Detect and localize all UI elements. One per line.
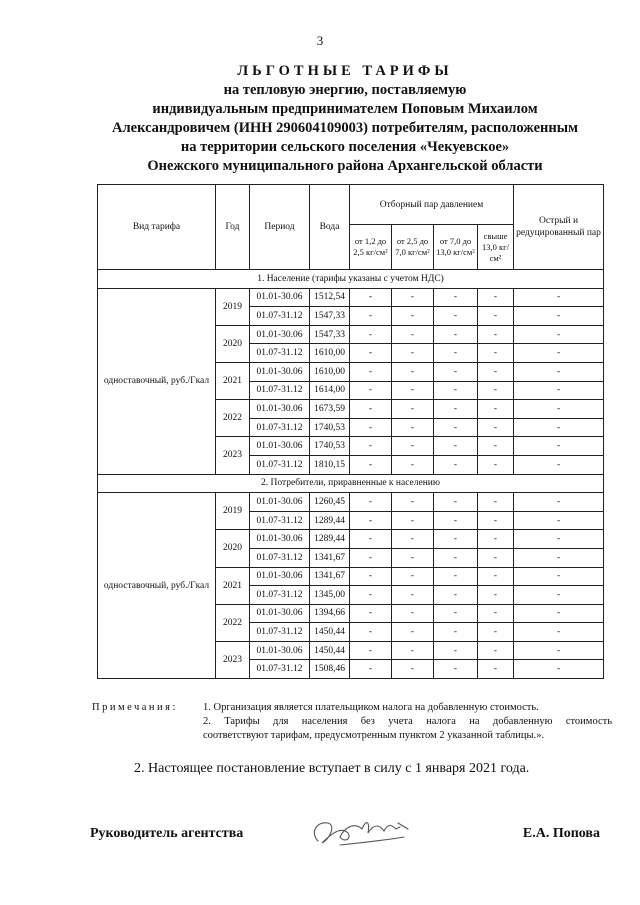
sharp-steam-value-cell: -	[514, 493, 604, 512]
steam-value-cell: -	[392, 400, 434, 419]
water-value-cell: 1610,00	[310, 344, 350, 363]
steam-value-cell: -	[434, 511, 478, 530]
period-cell: 01.01-30.06	[250, 604, 310, 623]
steam-value-cell: -	[478, 362, 514, 381]
table-row	[98, 288, 604, 307]
header-steam-3: от 7,0 до 13,0 кг/см²	[434, 225, 478, 270]
sharp-steam-value-cell: -	[514, 586, 604, 605]
period-cell: 01.07-31.12	[250, 660, 310, 679]
note-1: 1. Организация является плательщиком налога на добавленную стоимость.	[203, 702, 539, 713]
period-cell: 01.01-30.06	[250, 567, 310, 586]
year-cell: 2021	[216, 362, 250, 399]
title-heading: ЛЬГОТНЫЕ ТАРИФЫ	[237, 63, 453, 79]
notes-label: Примечания:	[92, 702, 178, 713]
water-value-cell: 1740,53	[310, 437, 350, 456]
water-value-cell: 1673,59	[310, 400, 350, 419]
steam-value-cell: -	[350, 381, 392, 400]
title-line-1: на тепловую энергию, поставляемую	[223, 82, 467, 98]
steam-value-cell: -	[392, 641, 434, 660]
period-cell: 01.07-31.12	[250, 307, 310, 326]
steam-value-cell: -	[350, 418, 392, 437]
water-value-cell: 1450,44	[310, 641, 350, 660]
steam-value-cell: -	[392, 344, 434, 363]
title-line-2: индивидуальным предпринимателем Поповым Михаилом	[152, 101, 538, 117]
tariff-type-cell: одноставочный, руб./Гкал	[98, 288, 216, 474]
sharp-steam-value-cell: -	[514, 325, 604, 344]
tariff-body	[98, 270, 604, 679]
water-value-cell: 1512,54	[310, 288, 350, 307]
steam-value-cell: -	[350, 548, 392, 567]
water-value-cell: 1289,44	[310, 511, 350, 530]
water-value-cell: 1614,00	[310, 381, 350, 400]
header-period: Период	[250, 185, 310, 270]
header-steam-2: от 2,5 до 7,0 кг/см²	[392, 225, 434, 270]
header-steam-4: свыше 13,0 кг/см²	[478, 225, 514, 270]
steam-value-cell: -	[478, 288, 514, 307]
period-cell: 01.07-31.12	[250, 511, 310, 530]
steam-value-cell: -	[392, 307, 434, 326]
water-value-cell: 1810,15	[310, 455, 350, 474]
section-title: 1. Население (тарифы указаны с учетом НДС)	[98, 270, 604, 289]
header-sharp-steam: Острый и редуцированный пар	[514, 185, 604, 270]
steam-value-cell: -	[350, 586, 392, 605]
signer-position: Руководитель агентства	[90, 826, 244, 841]
steam-value-cell: -	[350, 344, 392, 363]
water-value-cell: 1508,46	[310, 660, 350, 679]
steam-value-cell: -	[478, 567, 514, 586]
steam-value-cell: -	[434, 381, 478, 400]
water-value-cell: 1341,67	[310, 567, 350, 586]
steam-value-cell: -	[350, 567, 392, 586]
water-value-cell: 1341,67	[310, 548, 350, 567]
period-cell: 01.01-30.06	[250, 530, 310, 549]
year-cell: 2022	[216, 604, 250, 641]
steam-value-cell: -	[350, 530, 392, 549]
header-water: Вода	[310, 185, 350, 270]
steam-value-cell: -	[392, 586, 434, 605]
table-row	[98, 493, 604, 512]
steam-value-cell: -	[434, 288, 478, 307]
steam-value-cell: -	[478, 307, 514, 326]
steam-value-cell: -	[434, 567, 478, 586]
signature	[300, 803, 430, 863]
steam-value-cell: -	[392, 623, 434, 642]
steam-value-cell: -	[392, 660, 434, 679]
steam-value-cell: -	[478, 344, 514, 363]
steam-value-cell: -	[434, 604, 478, 623]
steam-value-cell: -	[434, 586, 478, 605]
steam-value-cell: -	[478, 623, 514, 642]
signer-name: Е.А. Попова	[522, 826, 600, 841]
period-cell: 01.01-30.06	[250, 288, 310, 307]
steam-value-cell: -	[478, 660, 514, 679]
steam-value-cell: -	[478, 586, 514, 605]
steam-value-cell: -	[434, 641, 478, 660]
year-cell: 2023	[216, 437, 250, 474]
steam-value-cell: -	[434, 530, 478, 549]
period-cell: 01.01-30.06	[250, 400, 310, 419]
note-2-continuation: соответствуют тарифам, предусмотренным пунктом 2 указанной таблицы.».	[203, 730, 545, 741]
steam-value-cell: -	[478, 493, 514, 512]
steam-value-cell: -	[434, 455, 478, 474]
sharp-steam-value-cell: -	[514, 660, 604, 679]
document-title	[60, 62, 630, 176]
steam-value-cell: -	[392, 288, 434, 307]
steam-value-cell: -	[434, 307, 478, 326]
steam-value-cell: -	[434, 344, 478, 363]
year-cell: 2020	[216, 325, 250, 362]
steam-value-cell: -	[434, 437, 478, 456]
steam-value-cell: -	[392, 381, 434, 400]
year-cell: 2020	[216, 530, 250, 567]
sharp-steam-value-cell: -	[514, 437, 604, 456]
water-value-cell: 1450,44	[310, 623, 350, 642]
steam-value-cell: -	[350, 511, 392, 530]
year-cell: 2023	[216, 641, 250, 678]
steam-value-cell: -	[350, 437, 392, 456]
steam-value-cell: -	[392, 437, 434, 456]
water-value-cell: 1547,33	[310, 307, 350, 326]
steam-value-cell: -	[392, 604, 434, 623]
steam-value-cell: -	[434, 362, 478, 381]
page-number: 3	[316, 33, 324, 48]
water-value-cell: 1610,00	[310, 362, 350, 381]
year-cell: 2019	[216, 493, 250, 530]
sharp-steam-value-cell: -	[514, 604, 604, 623]
sharp-steam-value-cell: -	[514, 344, 604, 363]
steam-value-cell: -	[478, 530, 514, 549]
water-value-cell: 1345,00	[310, 586, 350, 605]
steam-value-cell: -	[350, 604, 392, 623]
steam-value-cell: -	[434, 623, 478, 642]
steam-value-cell: -	[392, 530, 434, 549]
steam-value-cell: -	[434, 400, 478, 419]
steam-value-cell: -	[478, 325, 514, 344]
period-cell: 01.07-31.12	[250, 623, 310, 642]
steam-value-cell: -	[392, 567, 434, 586]
steam-value-cell: -	[478, 418, 514, 437]
title-line-5: Онежского муниципального района Архангельской области	[147, 158, 543, 174]
period-cell: 01.01-30.06	[250, 437, 310, 456]
sharp-steam-value-cell: -	[514, 288, 604, 307]
sharp-steam-value-cell: -	[514, 400, 604, 419]
steam-value-cell: -	[478, 381, 514, 400]
steam-value-cell: -	[392, 418, 434, 437]
steam-value-cell: -	[478, 455, 514, 474]
steam-value-cell: -	[392, 511, 434, 530]
period-cell: 01.07-31.12	[250, 381, 310, 400]
period-cell: 01.07-31.12	[250, 548, 310, 567]
header-steam-1: от 1,2 до 2,5 кг/см²	[350, 225, 392, 270]
period-cell: 01.01-30.06	[250, 325, 310, 344]
steam-value-cell: -	[350, 641, 392, 660]
sharp-steam-value-cell: -	[514, 548, 604, 567]
steam-value-cell: -	[350, 325, 392, 344]
sharp-steam-value-cell: -	[514, 307, 604, 326]
steam-value-cell: -	[392, 493, 434, 512]
tariff-table	[97, 184, 604, 679]
steam-value-cell: -	[350, 400, 392, 419]
sharp-steam-value-cell: -	[514, 381, 604, 400]
water-value-cell: 1547,33	[310, 325, 350, 344]
sharp-steam-value-cell: -	[514, 567, 604, 586]
steam-value-cell: -	[392, 362, 434, 381]
period-cell: 01.01-30.06	[250, 362, 310, 381]
sharp-steam-value-cell: -	[514, 641, 604, 660]
period-cell: 01.07-31.12	[250, 455, 310, 474]
steam-value-cell: -	[478, 400, 514, 419]
sharp-steam-value-cell: -	[514, 455, 604, 474]
steam-value-cell: -	[350, 288, 392, 307]
note-2: 2. Тарифы для населения без учета налога на добавленную стоимость	[203, 716, 612, 727]
steam-value-cell: -	[434, 493, 478, 512]
period-cell: 01.07-31.12	[250, 344, 310, 363]
sharp-steam-value-cell: -	[514, 623, 604, 642]
steam-value-cell: -	[478, 548, 514, 567]
water-value-cell: 1289,44	[310, 530, 350, 549]
steam-value-cell: -	[434, 325, 478, 344]
title-line-3: Александровичем (ИНН 290604109003) потребителям, расположенным	[112, 120, 578, 136]
steam-value-cell: -	[478, 511, 514, 530]
year-cell: 2021	[216, 567, 250, 604]
steam-value-cell: -	[434, 548, 478, 567]
steam-value-cell: -	[350, 362, 392, 381]
steam-value-cell: -	[434, 660, 478, 679]
period-cell: 01.01-30.06	[250, 641, 310, 660]
title-line-4: на территории сельского поселения «Чекуевское»	[180, 139, 510, 155]
tariff-type-cell: одноставочный, руб./Гкал	[98, 493, 216, 679]
steam-value-cell: -	[478, 641, 514, 660]
header-tariff-type: Вид тарифа	[98, 185, 216, 270]
decree-text: 2. Настоящее постановление вступает в силу с 1 января 2021 года.	[134, 761, 530, 776]
steam-value-cell: -	[392, 325, 434, 344]
header-steam-group: Отборный пар давлением	[350, 185, 514, 225]
sharp-steam-value-cell: -	[514, 530, 604, 549]
steam-value-cell: -	[350, 623, 392, 642]
steam-value-cell: -	[350, 307, 392, 326]
steam-value-cell: -	[350, 660, 392, 679]
period-cell: 01.07-31.12	[250, 586, 310, 605]
period-cell: 01.01-30.06	[250, 493, 310, 512]
steam-value-cell: -	[392, 455, 434, 474]
steam-value-cell: -	[478, 437, 514, 456]
header-year: Год	[216, 185, 250, 270]
sharp-steam-value-cell: -	[514, 362, 604, 381]
water-value-cell: 1740,53	[310, 418, 350, 437]
sharp-steam-value-cell: -	[514, 511, 604, 530]
steam-value-cell: -	[350, 493, 392, 512]
water-value-cell: 1260,45	[310, 493, 350, 512]
steam-value-cell: -	[478, 604, 514, 623]
water-value-cell: 1394,66	[310, 604, 350, 623]
sharp-steam-value-cell: -	[514, 418, 604, 437]
year-cell: 2019	[216, 288, 250, 325]
steam-value-cell: -	[350, 455, 392, 474]
year-cell: 2022	[216, 400, 250, 437]
steam-value-cell: -	[392, 548, 434, 567]
section-title: 2. Потребители, приравненные к населению	[98, 474, 604, 493]
period-cell: 01.07-31.12	[250, 418, 310, 437]
steam-value-cell: -	[434, 418, 478, 437]
